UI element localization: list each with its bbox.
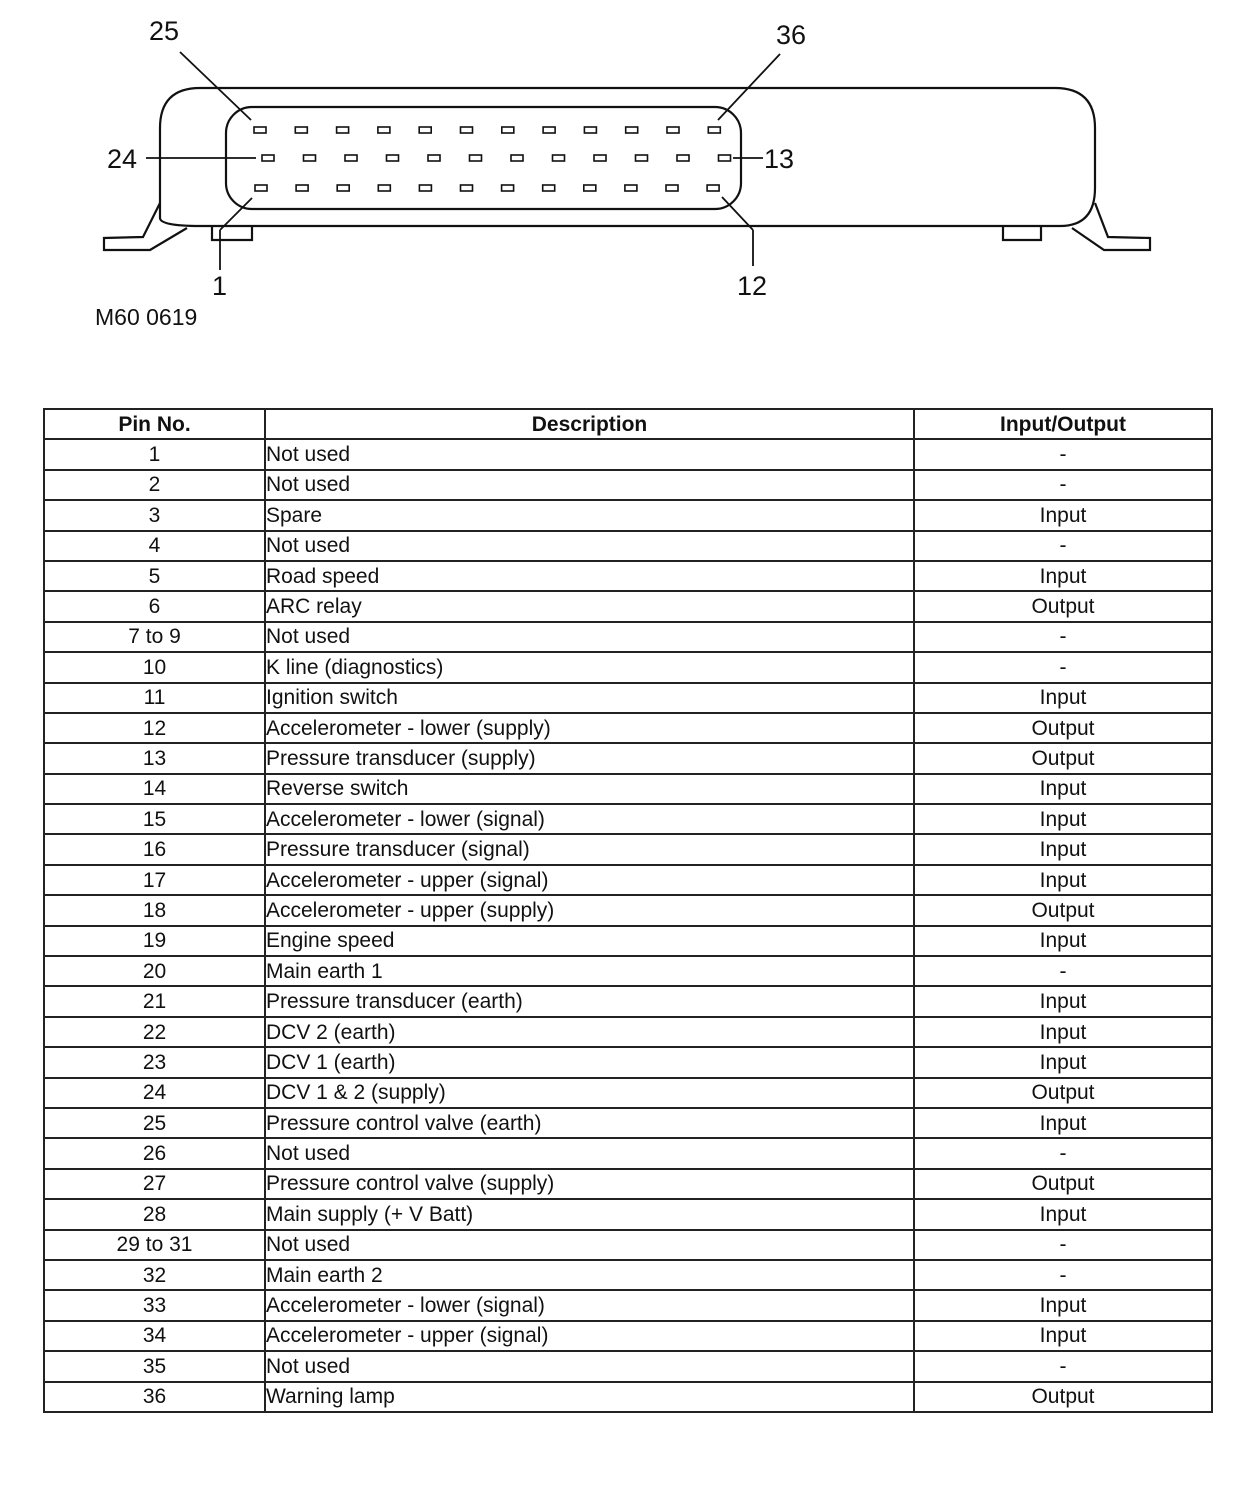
pin-table-body: [44, 439, 1212, 1412]
pin-slot: [378, 127, 390, 133]
pin-slot: [461, 127, 473, 133]
pin-number-cell: 24: [44, 1078, 265, 1108]
description-cell: Not used: [265, 1230, 914, 1260]
pin-slot: [707, 185, 719, 191]
pin-number-cell: 33: [44, 1290, 265, 1320]
pin-number-cell: 1: [44, 439, 265, 469]
input-output-cell: -: [914, 652, 1212, 682]
header-pin-no: Pin No.: [44, 409, 265, 439]
pin-slots: [254, 127, 731, 191]
header-input-output: Input/Output: [914, 409, 1212, 439]
pin-label-13: 13: [764, 144, 795, 174]
pin-label-24: 24: [107, 144, 138, 174]
pin-slot: [511, 155, 523, 161]
pin-slot: [304, 155, 316, 161]
pin-slot: [378, 185, 390, 191]
description-cell: Accelerometer - lower (signal): [265, 804, 914, 834]
pin-slot: [626, 127, 638, 133]
description-cell: DCV 2 (earth): [265, 1017, 914, 1047]
description-cell: Warning lamp: [265, 1382, 914, 1412]
description-cell: Not used: [265, 531, 914, 561]
table-row: [44, 1290, 1212, 1320]
input-output-cell: Input: [914, 683, 1212, 713]
description-cell: Ignition switch: [265, 683, 914, 713]
pin-slot: [470, 155, 482, 161]
input-output-cell: -: [914, 531, 1212, 561]
pin-number-cell: 35: [44, 1351, 265, 1381]
pin-slot: [262, 155, 274, 161]
table-row: [44, 1017, 1212, 1047]
pin-slot: [594, 155, 606, 161]
table-row: [44, 774, 1212, 804]
table-row: [44, 1321, 1212, 1351]
description-cell: DCV 1 (earth): [265, 1047, 914, 1077]
input-output-cell: Output: [914, 1078, 1212, 1108]
input-output-cell: -: [914, 956, 1212, 986]
description-cell: Main supply (+ V Batt): [265, 1199, 914, 1229]
pin-slot: [345, 155, 357, 161]
pin-number-cell: 4: [44, 531, 265, 561]
pin-slot: [584, 127, 596, 133]
table-row: [44, 1382, 1212, 1412]
input-output-cell: Output: [914, 1382, 1212, 1412]
pin-number-cell: 5: [44, 561, 265, 591]
table-row: [44, 1169, 1212, 1199]
input-output-cell: Input: [914, 500, 1212, 530]
input-output-cell: Output: [914, 591, 1212, 621]
table-row: [44, 956, 1212, 986]
pin-slot: [295, 127, 307, 133]
pin-slot: [419, 185, 431, 191]
input-output-cell: -: [914, 1260, 1212, 1290]
pin-number-cell: 26: [44, 1138, 265, 1168]
description-cell: Accelerometer - upper (signal): [265, 1321, 914, 1351]
input-output-cell: Input: [914, 1290, 1212, 1320]
pin-number-cell: 13: [44, 743, 265, 773]
pin-number-cell: 27: [44, 1169, 265, 1199]
table-row: [44, 926, 1212, 956]
description-cell: Not used: [265, 470, 914, 500]
input-output-cell: -: [914, 1230, 1212, 1260]
pin-number-cell: 14: [44, 774, 265, 804]
table-row: [44, 834, 1212, 864]
table-row: [44, 804, 1212, 834]
pin-slot: [428, 155, 440, 161]
pin-number-cell: 15: [44, 804, 265, 834]
table-row: [44, 1230, 1212, 1260]
pin-number-cell: 6: [44, 591, 265, 621]
description-cell: Accelerometer - upper (signal): [265, 865, 914, 895]
table-row: [44, 439, 1212, 469]
table-row: [44, 1078, 1212, 1108]
pin-slot: [543, 185, 555, 191]
input-output-cell: Input: [914, 774, 1212, 804]
description-cell: Main earth 2: [265, 1260, 914, 1290]
table-row: [44, 500, 1212, 530]
header-description: Description: [265, 409, 914, 439]
description-cell: DCV 1 & 2 (supply): [265, 1078, 914, 1108]
description-cell: Pressure transducer (earth): [265, 986, 914, 1016]
description-cell: ARC relay: [265, 591, 914, 621]
input-output-cell: Input: [914, 1108, 1212, 1138]
input-output-cell: Output: [914, 743, 1212, 773]
input-output-cell: -: [914, 439, 1212, 469]
pin-number-cell: 21: [44, 986, 265, 1016]
pin-slot: [387, 155, 399, 161]
table-row: [44, 1138, 1212, 1168]
pin-label-12: 12: [737, 271, 768, 301]
table-row: [44, 561, 1212, 591]
table-row: [44, 713, 1212, 743]
pin-number-cell: 29 to 31: [44, 1230, 265, 1260]
table-row: [44, 1260, 1212, 1290]
input-output-cell: Input: [914, 865, 1212, 895]
pin-slot: [667, 127, 679, 133]
pin-slot: [419, 127, 431, 133]
pin-number-cell: 32: [44, 1260, 265, 1290]
pin-label-1: 1: [212, 271, 228, 301]
input-output-cell: Input: [914, 1321, 1212, 1351]
table-row: [44, 895, 1212, 925]
description-cell: Spare: [265, 500, 914, 530]
table-row: [44, 622, 1212, 652]
pin-number-cell: 2: [44, 470, 265, 500]
input-output-cell: Input: [914, 1199, 1212, 1229]
description-cell: Not used: [265, 1351, 914, 1381]
pin-label-25: 25: [149, 16, 180, 46]
table-row: [44, 470, 1212, 500]
input-output-cell: Input: [914, 804, 1212, 834]
pin-number-cell: 19: [44, 926, 265, 956]
pin-table: [43, 408, 1213, 1413]
pin-number-cell: 23: [44, 1047, 265, 1077]
pin-number-cell: 12: [44, 713, 265, 743]
pin-number-cell: 3: [44, 500, 265, 530]
table-row: [44, 1199, 1212, 1229]
input-output-cell: Output: [914, 895, 1212, 925]
input-output-cell: Input: [914, 834, 1212, 864]
description-cell: K line (diagnostics): [265, 652, 914, 682]
description-cell: Main earth 1: [265, 956, 914, 986]
pin-slot: [254, 127, 266, 133]
pin-slot: [502, 185, 514, 191]
table-row: [44, 1108, 1212, 1138]
input-output-cell: Input: [914, 986, 1212, 1016]
description-cell: Pressure transducer (supply): [265, 743, 914, 773]
pin-slot: [636, 155, 648, 161]
table-row: [44, 1351, 1212, 1381]
description-cell: Not used: [265, 439, 914, 469]
input-output-cell: Input: [914, 926, 1212, 956]
connector-diagram: [0, 0, 1248, 340]
input-output-cell: -: [914, 622, 1212, 652]
pin-slot: [625, 185, 637, 191]
description-cell: Pressure transducer (signal): [265, 834, 914, 864]
description-cell: Not used: [265, 622, 914, 652]
description-cell: Accelerometer - lower (supply): [265, 713, 914, 743]
table-row: [44, 591, 1212, 621]
description-cell: Accelerometer - lower (signal): [265, 1290, 914, 1320]
pin-number-cell: 11: [44, 683, 265, 713]
pin-number-cell: 34: [44, 1321, 265, 1351]
figure-reference: M60 0619: [95, 304, 198, 330]
table-row: [44, 743, 1212, 773]
pin-number-cell: 18: [44, 895, 265, 925]
pin-number-cell: 25: [44, 1108, 265, 1138]
pin-number-cell: 36: [44, 1382, 265, 1412]
pin-slot: [666, 185, 678, 191]
input-output-cell: -: [914, 470, 1212, 500]
pin-slot: [677, 155, 689, 161]
pin-slot: [461, 185, 473, 191]
pin-slot: [584, 185, 596, 191]
description-cell: Pressure control valve (earth): [265, 1108, 914, 1138]
pin-slot: [337, 127, 349, 133]
input-output-cell: Output: [914, 1169, 1212, 1199]
input-output-cell: Input: [914, 1047, 1212, 1077]
input-output-cell: Input: [914, 1017, 1212, 1047]
pin-slot: [708, 127, 720, 133]
pin-slot: [502, 127, 514, 133]
pin-number-cell: 17: [44, 865, 265, 895]
pin-slot: [296, 185, 308, 191]
description-cell: Road speed: [265, 561, 914, 591]
pin-slot: [543, 127, 555, 133]
pin-number-cell: 10: [44, 652, 265, 682]
pin-slot: [553, 155, 565, 161]
pin-number-cell: 7 to 9: [44, 622, 265, 652]
pin-number-cell: 22: [44, 1017, 265, 1047]
input-output-cell: -: [914, 1138, 1212, 1168]
table-row: [44, 531, 1212, 561]
input-output-cell: Output: [914, 713, 1212, 743]
table-row: [44, 1047, 1212, 1077]
table-row: [44, 683, 1212, 713]
input-output-cell: Input: [914, 561, 1212, 591]
table-row: [44, 652, 1212, 682]
description-cell: Not used: [265, 1138, 914, 1168]
pin-number-cell: 20: [44, 956, 265, 986]
table-row: [44, 986, 1212, 1016]
description-cell: Engine speed: [265, 926, 914, 956]
description-cell: Pressure control valve (supply): [265, 1169, 914, 1199]
leader-25: [180, 52, 251, 120]
pin-label-36: 36: [776, 20, 807, 50]
pin-slot: [255, 185, 267, 191]
table-header-row: [44, 409, 1212, 439]
description-cell: Reverse switch: [265, 774, 914, 804]
pin-number-cell: 16: [44, 834, 265, 864]
pin-slot: [337, 185, 349, 191]
pin-number-cell: 28: [44, 1199, 265, 1229]
table-row: [44, 865, 1212, 895]
description-cell: Accelerometer - upper (supply): [265, 895, 914, 925]
input-output-cell: -: [914, 1351, 1212, 1381]
pin-slot: [719, 155, 731, 161]
